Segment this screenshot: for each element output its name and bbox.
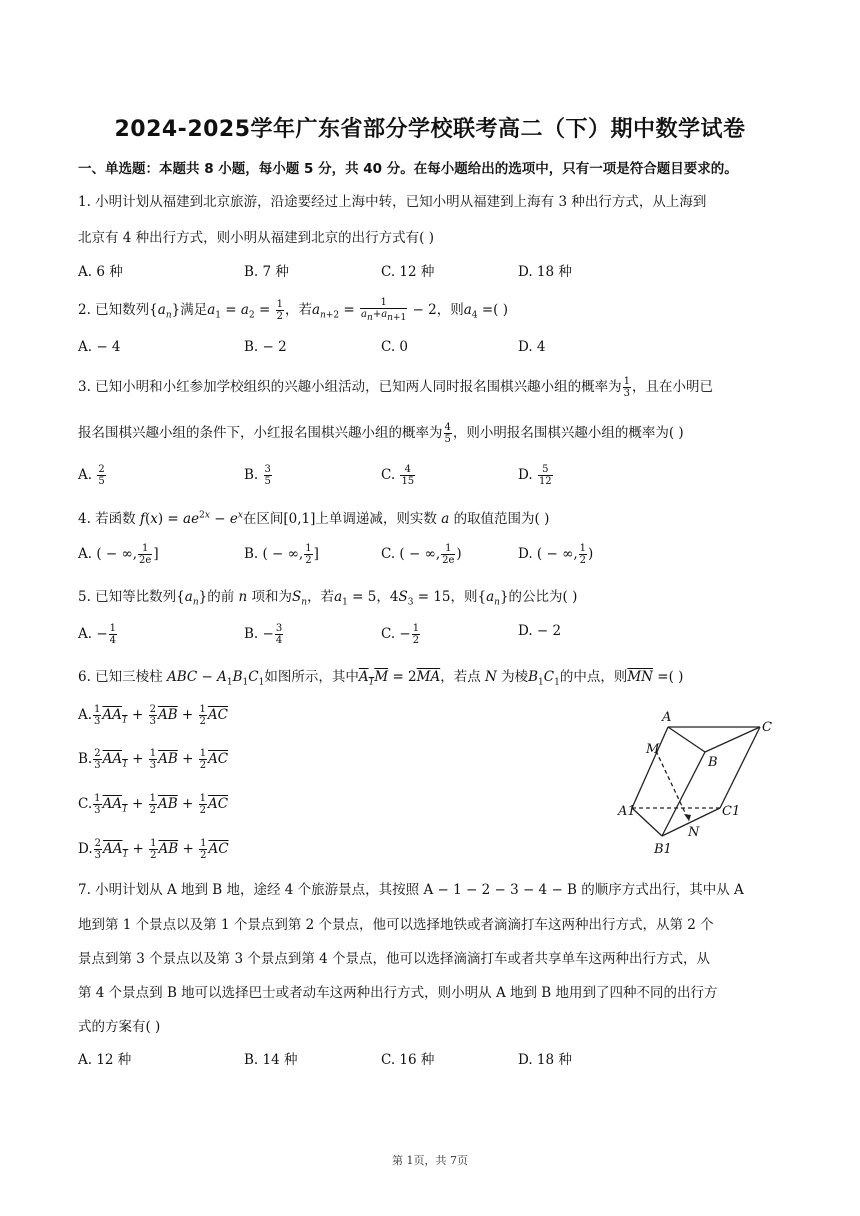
q1-line2: 北京有 4 种出行方式，则小明从福建到北京的出行方式有( ) [78, 230, 434, 246]
label-n: N [688, 825, 700, 840]
label-b1: B1 [654, 842, 672, 857]
q3-option-b[interactable]: B. $\frac{3}{5}$ [244, 464, 271, 487]
q2-options [78, 339, 778, 359]
label-m: M [646, 742, 660, 757]
q5-option-c[interactable]: C. − $\frac{1}{2}$ [381, 623, 420, 646]
q7-option-b[interactable]: B. 14 种 [244, 1052, 298, 1068]
label-a1: A1 [618, 804, 636, 819]
prism-figure [610, 705, 790, 863]
edge-ab [668, 727, 705, 752]
q4-option-a[interactable]: A. ( − ∞, $\frac{1}{2e}$ ] [78, 543, 159, 566]
q1-options [78, 260, 778, 280]
page-title: 2024-2025学年广东省部分学校联考高二（下）期中数学试卷 [114, 117, 746, 142]
label-b: B [708, 755, 718, 770]
q2-option-c[interactable]: C. 0 [381, 339, 409, 355]
q6-option-c[interactable]: C. $\frac{1}{3}$ $AA_1$ + $\frac{1}{2}$ $\overline{AB}$ + $\frac{1}{2}$ $\overline{AC}$ [78, 793, 229, 816]
label-a: A [662, 710, 672, 725]
q7-option-c[interactable]: C. 16 种 [381, 1052, 435, 1068]
label-c: C [762, 720, 772, 735]
q7-line3: 景点到第 3 个景点以及第 3 个景点到第 4 个景点，他可以选择滴滴打车或者共享单车这两种出行方式，从 [78, 951, 711, 967]
edge-cc1 [720, 727, 760, 808]
q4-option-c[interactable]: C. ( − ∞, $\frac{1}{2e}$ ) [381, 543, 462, 566]
q2-stem: 2. 已知数列$\{a_n\}$满足$a_1 = a_2$ = $\frac{1}{2}$ ，若$a_{n+2}$ = $\frac{1}{a_n+a_{n+1}}$ − 2，则$a_4$ =( ) [78, 297, 508, 323]
edge-bc [705, 727, 760, 752]
q4-option-d[interactable]: D. ( − ∞, $\frac{1}{2}$ ) [518, 543, 594, 566]
edge-aa1 [632, 727, 668, 808]
q1-option-a[interactable]: A. 6 种 [78, 264, 123, 280]
label-c1: C1 [722, 804, 741, 819]
q4-options [78, 543, 778, 569]
q6-stem: 6. 已知三棱柱 ABC − $A_1B_1C_1$如图所示，其中$A_1M = 2\overline{MA}$，若点 N 为棱$B_1C_1$的中点，则$\overline{MN}$ =( ) [78, 669, 684, 688]
q4-stem: 4. 若函数 $f(x) = ae^{2x} - e^x$在区间[0,1]上单调递减，则实数 a 的取值范围为( ) [78, 510, 550, 527]
q1-option-b[interactable]: B. 7 种 [244, 264, 289, 280]
q4-option-b[interactable]: B. ( − ∞, $\frac{1}{2}$ ] [244, 543, 319, 566]
q5-stem: 5. 已知等比数列$\{a_n\}$的前 n 项和为$S_n$，若$a_1 = 5$，$4S_3 = 15$，则$\{a_n\}$的公比为( ) [78, 589, 578, 608]
edge-a1b1 [632, 808, 662, 836]
page-footer: 第 1页，共 7页 [392, 1154, 468, 1167]
arrow-n [684, 814, 691, 821]
q1-option-c[interactable]: C. 12 种 [381, 264, 435, 280]
q6-option-d[interactable]: D. $\frac{2}{3}$ $AA_1$ + $\frac{1}{2}$ $\overline{AB}$ + $\frac{1}{2}$ $\overline{AC}$ [78, 838, 229, 861]
q1-option-d[interactable]: D. 18 种 [518, 264, 572, 280]
section-heading: 一、单选题：本题共 8 小题，每小题 5 分，共 40 分。在每小题给出的选项中，只有一项是符合题目要求的。 [78, 161, 738, 177]
q6-option-a[interactable]: A. $\frac{1}{3}$ $AA_1$ + $\frac{2}{3}$ $\overline{AB}$ + $\frac{1}{2}$ $\overline{AC}$ [78, 704, 228, 727]
q7-options [78, 1048, 778, 1068]
q1-line1: 1. 小明计划从福建到北京旅游，沿途要经过上海中转，已知小明从福建到上海有 3 种出行方式，从上海到 [78, 194, 707, 210]
q7-line2: 地到第 1 个景点以及第 1 个景点到第 2 个景点，他可以选择地铁或者滴滴打车这两种出行方式，从第 2 个 [78, 917, 714, 933]
q3-option-a[interactable]: A. $\frac{2}{5}$ [78, 464, 105, 487]
q2-option-d[interactable]: D. 4 [518, 339, 546, 355]
q7-line5: 式的方案有( ) [78, 1019, 161, 1035]
segment-mn [656, 751, 689, 821]
q5-option-d[interactable]: D. − 2 [518, 623, 562, 639]
q5-option-b[interactable]: B. − $\frac{3}{4}$ [244, 623, 283, 646]
q5-options [78, 623, 778, 649]
q3-options [78, 464, 778, 490]
q7-line1: 7. 小明计划从 A 地到 B 地，途经 4 个旅游景点，其按照 A − 1 − 2 − 3 − 4 − B 的顺序方式出行，其中从 A [78, 882, 744, 898]
q3-line2: 报名围棋兴趣小组的条件下，小红报名围棋兴趣小组的概率为 $\frac{4}{5}$ ，则小明报名围棋兴趣小组的概率为( ) [78, 422, 684, 445]
edge-bb1 [662, 752, 705, 836]
q2-option-b[interactable]: B. − 2 [244, 339, 287, 355]
q7-option-d[interactable]: D. 18 种 [518, 1052, 572, 1068]
q6-option-b[interactable]: B. $\frac{2}{3}$ $AA_1$ + $\frac{1}{3}$ $\overline{AB}$ + $\frac{1}{2}$ $\overline{AC}$ [78, 748, 229, 771]
q7-line4: 第 4 个景点到 B 地可以选择巴士或者动车这两种出行方式，则小明从 A 地到 B 地用到了四种不同的出行方 [78, 985, 718, 1001]
q3-option-c[interactable]: C. $\frac{4}{15}$ [381, 464, 415, 487]
q5-option-a[interactable]: A. − $\frac{1}{4}$ [78, 623, 117, 646]
q7-option-a[interactable]: A. 12 种 [78, 1052, 132, 1068]
q2-option-a[interactable]: A. − 4 [78, 339, 121, 355]
q3-option-d[interactable]: D. $\frac{5}{12}$ [518, 464, 552, 487]
q3-line1: 3. 已知小明和小红参加学校组织的兴趣小组活动，已知两人同时报名围棋兴趣小组的概率为 $\frac{1}{3}$ ，且在小明已 [78, 376, 714, 399]
